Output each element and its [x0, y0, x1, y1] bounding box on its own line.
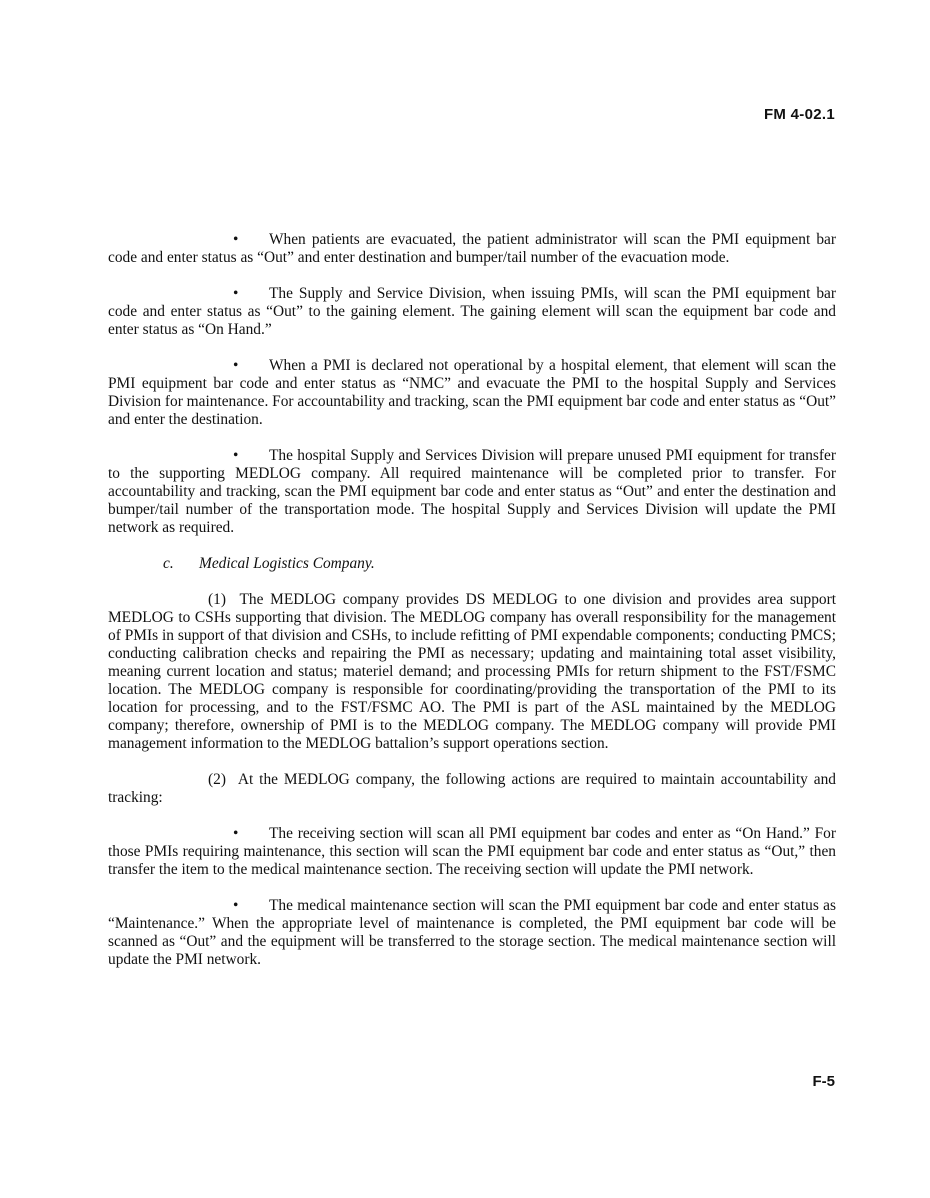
list-item [108, 357, 836, 429]
list-item [108, 447, 836, 537]
numbered-paragraph [108, 771, 836, 807]
bullet-text: When patients are evacuated, the patient administrator will scan the PMI equipment bar code and enter status as “Out” and enter destination and bumper/tail number of the evacuation mode. [108, 231, 836, 266]
bullet-icon: • [233, 897, 239, 914]
section-label: c. [163, 555, 174, 572]
bullet-text: When a PMI is declared not operational by a hospital element, that element will scan the PMI equipment bar code and enter status as “NMC” and evacuate the PMI to the hospital Supply and Services Division for maintenance. For accountability and tracking, scan the PMI equipment bar code and enter status as “Out” and enter the destination. [108, 357, 836, 428]
paragraph-number: (2) [208, 771, 226, 788]
bullet-icon: • [233, 825, 239, 842]
document-id-header: FM 4-02.1 [763, 106, 835, 123]
bullet-icon: • [233, 231, 239, 248]
page-number: F-5 [812, 1073, 835, 1090]
section-title: Medical Logistics Company. [199, 555, 375, 572]
bullet-icon: • [233, 447, 239, 464]
list-item [108, 285, 836, 339]
list-item [108, 825, 836, 879]
bullet-icon: • [233, 285, 239, 302]
bullet-text: The Supply and Service Division, when issuing PMIs, will scan the PMI equipment bar code and enter status as “Out” to the gaining element. The gaining element will scan the equipment bar code and enter status as “On Hand.” [108, 285, 836, 338]
bullet-text: The hospital Supply and Services Division will prepare unused PMI equipment for transfer to the supporting MEDLOG company. All required maintenance will be completed prior to transfer. For accountability and tracking, scan the PMI equipment bar code and enter status as “Out” and enter the destination and bumper/tail number of the transportation mode. The hospital Supply and Services Division will update the PMI network as required. [108, 447, 836, 536]
section-heading [108, 555, 836, 573]
paragraph-text: At the MEDLOG company, the following actions are required to maintain accountability and tracking: [108, 771, 836, 806]
list-item [108, 231, 836, 267]
document-body [108, 231, 836, 987]
numbered-paragraph [108, 591, 836, 753]
paragraph-text: The MEDLOG company provides DS MEDLOG to one division and provides area support MEDLOG to CSHs supporting that division. The MEDLOG company has overall responsibility for the management of PMIs in support of that division and CSHs, to include refitting of PMI expendable components; conducting PMCS; conducting calibration checks and repairing the PMI as necessary; updating and maintaining total asset visibility, meaning current location and status; materiel demand; and processing PMIs for return shipment to the FST/FSMC location. The MEDLOG company is responsible for coordinating/providing the transportation of the PMI to its location for processing, and to the FST/FSMC AO. The PMI is part of the ASL maintained by the MEDLOG company; therefore, ownership of PMI is to the MEDLOG company. The MEDLOG company will provide PMI management information to the MEDLOG battalion’s support operations section. [108, 591, 836, 752]
bullet-icon: • [233, 357, 239, 374]
paragraph-number: (1) [208, 591, 226, 608]
bullet-text: The receiving section will scan all PMI equipment bar codes and enter as “On Hand.” For those PMIs requiring maintenance, this section will scan the PMI equipment bar code and enter status as “Out,” then transfer the item to the medical maintenance section. The receiving section will update the PMI network. [108, 825, 836, 878]
bullet-text: The medical maintenance section will scan the PMI equipment bar code and enter status as “Maintenance.” When the appropriate level of maintenance is completed, the PMI equipment bar code will be scanned as “Out” and the equipment will be transferred to the storage section. The medical maintenance section will update the PMI network. [108, 897, 836, 968]
list-item [108, 897, 836, 969]
